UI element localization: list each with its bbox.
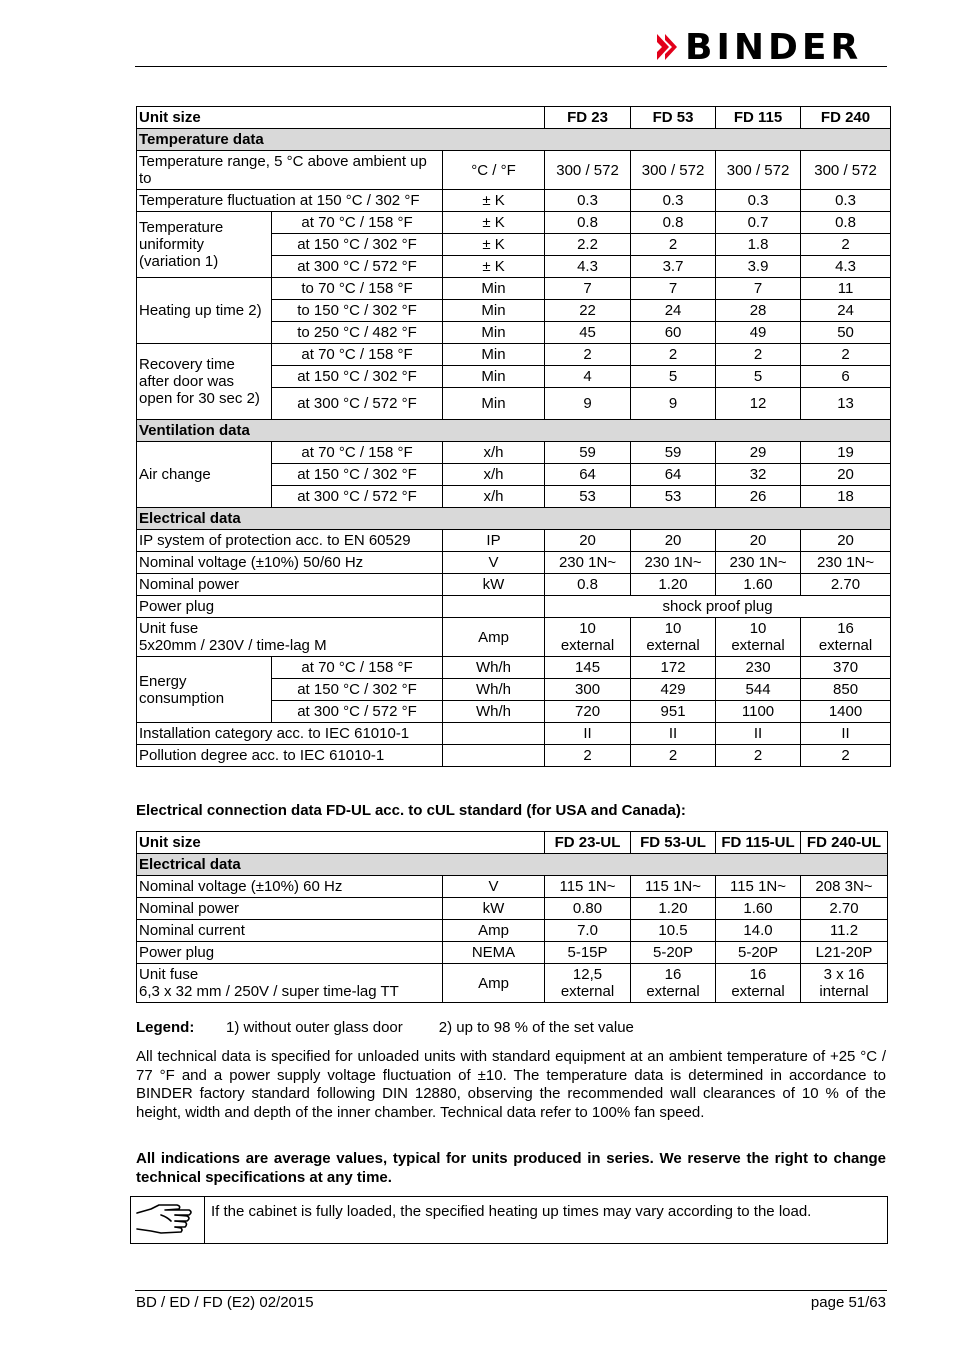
value-cell: 300 / 572 — [545, 151, 631, 190]
value-cell: 2 — [545, 745, 631, 767]
value-cell: 1.20 — [631, 898, 716, 920]
unit-cell: ± K — [443, 190, 545, 212]
condition-cell: at 300 °C / 572 °F — [272, 701, 443, 723]
unit-cell: Amp — [443, 618, 545, 657]
unit-cell: NEMA — [443, 942, 545, 964]
value-cell: 4.3 — [545, 256, 631, 278]
value-cell: 32 — [716, 464, 801, 486]
group-label: Recovery time after door was open for 30 sec 2) — [137, 344, 272, 420]
unit-cell: x/h — [443, 486, 545, 508]
value-cell: 3.9 — [716, 256, 801, 278]
value-cell: 850 — [801, 679, 891, 701]
unit-cell: Amp — [443, 920, 545, 942]
model-header: FD 23 — [545, 107, 631, 129]
unit-cell: kW — [443, 574, 545, 596]
value-cell: 49 — [716, 322, 801, 344]
section-title: Electrical data — [137, 508, 891, 530]
value-cell: 0.80 — [545, 898, 631, 920]
value-cell: 1.60 — [716, 574, 801, 596]
legend-item: 2) up to 98 % of the set value — [438, 1019, 634, 1036]
condition-cell: to 150 °C / 302 °F — [272, 300, 443, 322]
unit-cell: ± K — [443, 256, 545, 278]
table-row — [137, 618, 891, 657]
table-header-row — [137, 107, 891, 129]
note-text: If the cabinet is fully loaded, the specified heating up times may vary according to the load. — [211, 1203, 812, 1220]
value-cell: 12 — [716, 388, 801, 420]
value-cell: 0.3 — [801, 190, 891, 212]
value-cell: 22 — [545, 300, 631, 322]
value-cell: 145 — [545, 657, 631, 679]
unit-cell: Min — [443, 278, 545, 300]
section-title: Temperature data — [137, 129, 891, 151]
unit-cell: Min — [443, 322, 545, 344]
value-cell: 20 — [801, 530, 891, 552]
value-cell: 300 — [545, 679, 631, 701]
value-cell: 230 1N~ — [545, 552, 631, 574]
model-header: FD 115-UL — [716, 832, 801, 854]
condition-cell: at 70 °C / 158 °F — [272, 344, 443, 366]
condition-cell: at 150 °C / 302 °F — [272, 366, 443, 388]
unit-cell: °C / °F — [443, 151, 545, 190]
unit-cell: IP — [443, 530, 545, 552]
value-cell: 2 — [801, 344, 891, 366]
value-cell: 3 x 16 internal — [801, 964, 888, 1003]
value-cell: 2.70 — [801, 898, 888, 920]
value-cell: 20 — [545, 530, 631, 552]
table-row — [137, 920, 888, 942]
row-label: Nominal voltage (±10%) 50/60 Hz — [137, 552, 443, 574]
header-rule — [135, 66, 887, 67]
group-label: Air change — [137, 442, 272, 508]
pointing-hand-icon — [131, 1197, 205, 1243]
unit-size-header: Unit size — [137, 832, 545, 854]
value-cell: 2 — [631, 745, 716, 767]
unit-cell: x/h — [443, 464, 545, 486]
value-cell: 45 — [545, 322, 631, 344]
value-cell: 230 1N~ — [631, 552, 716, 574]
value-cell: 0.3 — [545, 190, 631, 212]
table-row — [137, 657, 891, 679]
section-row — [137, 508, 891, 530]
value-cell: 5-20P — [631, 942, 716, 964]
row-label — [137, 618, 443, 657]
condition-cell: at 70 °C / 158 °F — [272, 657, 443, 679]
row-label: Power plug — [137, 942, 443, 964]
value-cell: 14.0 — [716, 920, 801, 942]
unit-cell: kW — [443, 898, 545, 920]
unit-cell — [443, 596, 545, 618]
value-cell: 20 — [801, 464, 891, 486]
row-label: Temperature fluctuation at 150 °C / 302 °F — [137, 190, 443, 212]
value-cell: 115 1N~ — [631, 876, 716, 898]
table-row — [137, 745, 891, 767]
model-header: FD 240 — [801, 107, 891, 129]
value-cell: 59 — [545, 442, 631, 464]
group-label: Heating up time 2) — [137, 278, 272, 344]
value-cell: II — [631, 723, 716, 745]
unit-cell: Wh/h — [443, 701, 545, 723]
value-cell: 12,5 external — [545, 964, 631, 1003]
section-title: Electrical data — [137, 854, 888, 876]
value-cell: 429 — [631, 679, 716, 701]
value-cell: 544 — [716, 679, 801, 701]
ul-section-heading: Electrical connection data FD-UL acc. to cUL standard (for USA and Canada): — [136, 802, 686, 819]
table-row — [137, 723, 891, 745]
value-cell: 59 — [631, 442, 716, 464]
table-row — [137, 344, 891, 366]
value-cell: 7 — [631, 278, 716, 300]
value-cell: 20 — [716, 530, 801, 552]
row-label: Nominal voltage (±10%) 60 Hz — [137, 876, 443, 898]
unit-cell: Min — [443, 300, 545, 322]
value-cell: 300 / 572 — [716, 151, 801, 190]
value-cell: 5-20P — [716, 942, 801, 964]
row-label — [137, 964, 443, 1003]
section-row — [137, 420, 891, 442]
value-cell: 53 — [631, 486, 716, 508]
row-label: Nominal power — [137, 898, 443, 920]
value-cell: 115 1N~ — [716, 876, 801, 898]
value-cell: 29 — [716, 442, 801, 464]
unit-cell: ± K — [443, 212, 545, 234]
value-cell: II — [545, 723, 631, 745]
value-cell: 0.3 — [631, 190, 716, 212]
value-cell: 19 — [801, 442, 891, 464]
row-label-line: Unit fuse — [139, 620, 199, 637]
condition-cell: at 300 °C / 572 °F — [272, 486, 443, 508]
section-title: Ventilation data — [137, 420, 891, 442]
legend — [136, 1019, 634, 1036]
unit-size-header: Unit size — [137, 107, 545, 129]
document-id: BD / ED / FD (E2) 02/2015 — [136, 1294, 314, 1311]
value-cell: 53 — [545, 486, 631, 508]
model-header: FD 115 — [716, 107, 801, 129]
binder-arrow-icon — [655, 32, 681, 62]
value-cell: 50 — [801, 322, 891, 344]
table-row — [137, 942, 888, 964]
group-label: Temperature uniformity (variation 1) — [137, 212, 272, 278]
value-cell: 0.8 — [801, 212, 891, 234]
model-header: FD 53 — [631, 107, 716, 129]
condition-cell: at 150 °C / 302 °F — [272, 464, 443, 486]
value-cell: II — [801, 723, 891, 745]
value-cell: 7 — [716, 278, 801, 300]
row-label: Installation category acc. to IEC 61010-1 — [137, 723, 443, 745]
binder-logo — [655, 28, 887, 68]
row-label: Pollution degree acc. to IEC 61010-1 — [137, 745, 443, 767]
value-cell: 26 — [716, 486, 801, 508]
value-cell: 208 3N~ — [801, 876, 888, 898]
value-cell: 13 — [801, 388, 891, 420]
value-cell: 4.3 — [801, 256, 891, 278]
value-cell: 9 — [545, 388, 631, 420]
condition-cell: to 250 °C / 482 °F — [272, 322, 443, 344]
technical-data-paragraph: All technical data is specified for unloaded units with standard equipment at an ambient temperature of +25 °C / 77 °F and a power supply voltage fluctuation of ±10. The temperature data is determined in accordance to BINDER factory standard following DIN 12880, observing the recommended wall clearances of 10 % of the height, width and depth of the inner chamber. Technical data refer to 100% fan speed. — [136, 1048, 886, 1121]
table-header-row — [137, 832, 888, 854]
value-cell: 230 1N~ — [716, 552, 801, 574]
unit-cell: ± K — [443, 234, 545, 256]
value-cell: 0.8 — [545, 212, 631, 234]
value-cell: 370 — [801, 657, 891, 679]
value-cell: 1100 — [716, 701, 801, 723]
row-label: Power plug — [137, 596, 443, 618]
value-cell: 2 — [716, 745, 801, 767]
page-number: page 51/63 — [810, 1294, 886, 1311]
table-row — [137, 278, 891, 300]
unit-cell — [443, 745, 545, 767]
value-cell: 2 — [801, 745, 891, 767]
value-cell: 951 — [631, 701, 716, 723]
value-cell: 20 — [631, 530, 716, 552]
legend-title: Legend: — [136, 1019, 195, 1036]
footer-rule — [135, 1290, 887, 1291]
unit-cell: Amp — [443, 964, 545, 1003]
unit-cell: Min — [443, 388, 545, 420]
condition-cell: at 150 °C / 302 °F — [272, 234, 443, 256]
value-cell: 5 — [631, 366, 716, 388]
value-cell: shock proof plug — [545, 596, 891, 618]
row-label-line: Unit fuse — [139, 966, 199, 983]
value-cell: 5-15P — [545, 942, 631, 964]
unit-cell: x/h — [443, 442, 545, 464]
value-cell: 2 — [631, 234, 716, 256]
value-cell: 16 external — [801, 618, 891, 657]
value-cell: 2 — [801, 234, 891, 256]
legend-item: 1) without outer glass door — [226, 1019, 403, 1036]
value-cell: 7 — [545, 278, 631, 300]
table-row — [137, 442, 891, 464]
table-row — [137, 574, 891, 596]
value-cell: 1400 — [801, 701, 891, 723]
table-row — [137, 596, 891, 618]
value-cell: 9 — [631, 388, 716, 420]
unit-cell: V — [443, 552, 545, 574]
value-cell: 2 — [716, 344, 801, 366]
value-cell: 0.8 — [545, 574, 631, 596]
value-cell: 18 — [801, 486, 891, 508]
table-row — [137, 898, 888, 920]
value-cell: 300 / 572 — [631, 151, 716, 190]
section-row — [137, 129, 891, 151]
row-label: Temperature range, 5 °C above ambient up to — [137, 151, 443, 190]
value-cell: 4 — [545, 366, 631, 388]
note-box — [130, 1196, 888, 1244]
value-cell: 0.8 — [631, 212, 716, 234]
group-label: Energy consumption — [137, 657, 272, 723]
condition-cell: at 150 °C / 302 °F — [272, 679, 443, 701]
value-cell: 1.20 — [631, 574, 716, 596]
row-label-line: 6,3 x 32 mm / 250V / super time-lag TT — [139, 983, 399, 1000]
unit-cell: V — [443, 876, 545, 898]
value-cell: 7.0 — [545, 920, 631, 942]
value-cell: 2.70 — [801, 574, 891, 596]
row-label: IP system of protection acc. to EN 60529 — [137, 530, 443, 552]
value-cell: 2 — [631, 344, 716, 366]
value-cell: 172 — [631, 657, 716, 679]
value-cell: 28 — [716, 300, 801, 322]
row-label-line: 5x20mm / 230V / time-lag M — [139, 637, 327, 654]
value-cell: 230 — [716, 657, 801, 679]
value-cell: 0.7 — [716, 212, 801, 234]
value-cell: 1.8 — [716, 234, 801, 256]
value-cell: 24 — [801, 300, 891, 322]
value-cell: 10 external — [545, 618, 631, 657]
value-cell: 1.60 — [716, 898, 801, 920]
value-cell: II — [716, 723, 801, 745]
value-cell: 11.2 — [801, 920, 888, 942]
section-row — [137, 854, 888, 876]
value-cell: 16 external — [716, 964, 801, 1003]
unit-cell — [443, 723, 545, 745]
unit-cell: Wh/h — [443, 657, 545, 679]
unit-cell: Min — [443, 366, 545, 388]
value-cell: 0.3 — [716, 190, 801, 212]
value-cell: 10 external — [716, 618, 801, 657]
table-row — [137, 552, 891, 574]
unit-cell: Min — [443, 344, 545, 366]
value-cell: 11 — [801, 278, 891, 300]
model-header: FD 23-UL — [545, 832, 631, 854]
table-row — [137, 212, 891, 234]
condition-cell: at 70 °C / 158 °F — [272, 212, 443, 234]
value-cell: 16 external — [631, 964, 716, 1003]
specs-table — [136, 106, 891, 767]
row-label: Nominal current — [137, 920, 443, 942]
value-cell: 6 — [801, 366, 891, 388]
value-cell: 115 1N~ — [545, 876, 631, 898]
value-cell: 2 — [545, 344, 631, 366]
condition-cell: at 70 °C / 158 °F — [272, 442, 443, 464]
disclaimer-paragraph: All indications are average values, typical for units produced in series. We reserve the right to change technical specifications at any time. — [136, 1150, 886, 1186]
table-row — [137, 151, 891, 190]
value-cell: 60 — [631, 322, 716, 344]
value-cell: 64 — [545, 464, 631, 486]
value-cell: 300 / 572 — [801, 151, 891, 190]
value-cell: 720 — [545, 701, 631, 723]
table-row — [137, 876, 888, 898]
table-row — [137, 964, 888, 1003]
table-row — [137, 190, 891, 212]
ul-specs-table — [136, 831, 888, 1003]
table-row — [137, 530, 891, 552]
value-cell: 24 — [631, 300, 716, 322]
condition-cell: to 70 °C / 158 °F — [272, 278, 443, 300]
value-cell: 10.5 — [631, 920, 716, 942]
value-cell: 3.7 — [631, 256, 716, 278]
condition-cell: at 300 °C / 572 °F — [272, 388, 443, 420]
value-cell: 10 external — [631, 618, 716, 657]
model-header: FD 53-UL — [631, 832, 716, 854]
value-cell: L21-20P — [801, 942, 888, 964]
brand-name: BINDER — [685, 27, 863, 68]
model-header: FD 240-UL — [801, 832, 888, 854]
value-cell: 64 — [631, 464, 716, 486]
row-label: Nominal power — [137, 574, 443, 596]
value-cell: 230 1N~ — [801, 552, 891, 574]
unit-cell: Wh/h — [443, 679, 545, 701]
value-cell: 2.2 — [545, 234, 631, 256]
value-cell: 5 — [716, 366, 801, 388]
condition-cell: at 300 °C / 572 °F — [272, 256, 443, 278]
